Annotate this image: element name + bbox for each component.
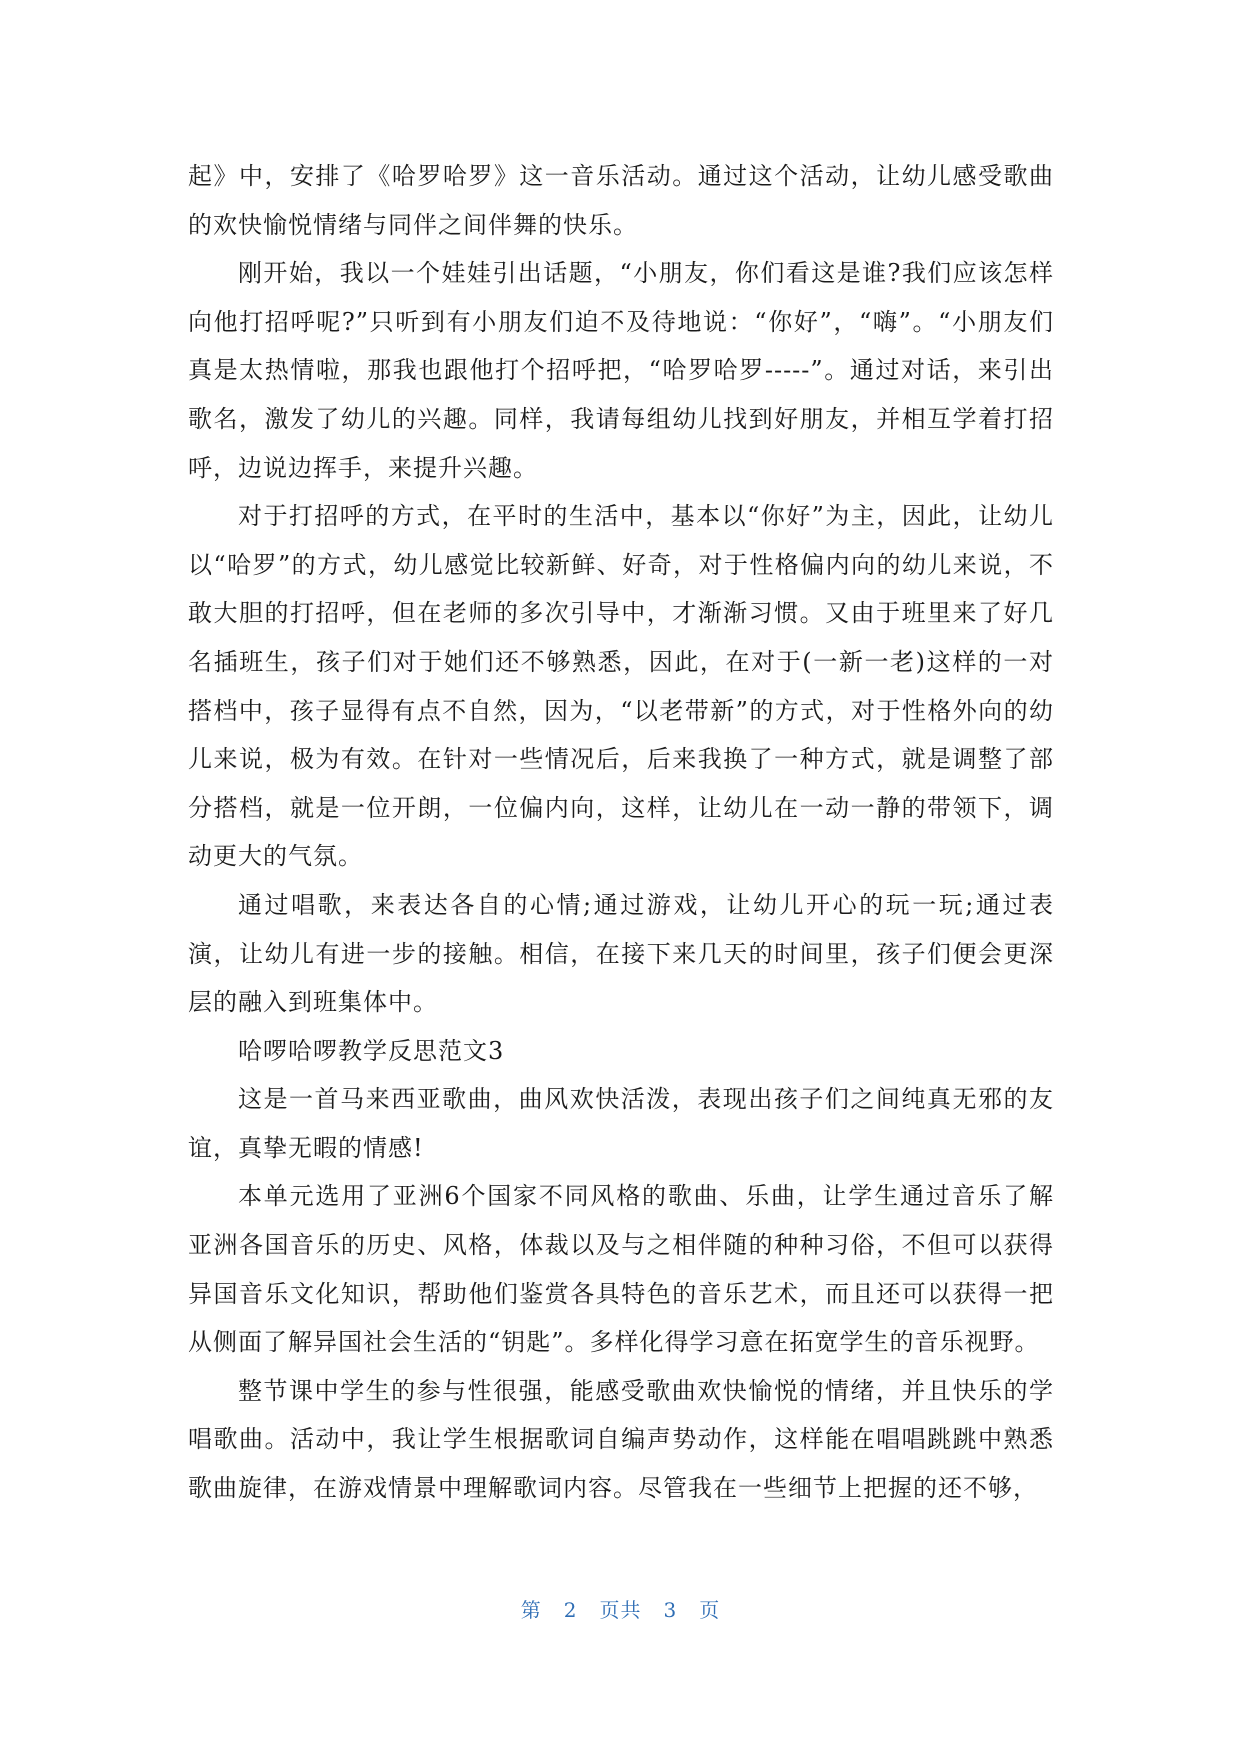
paragraph-5: 这是一首马来西亚歌曲，曲风欢快活泼，表现出孩子们之间纯真无邪的友谊，真挚无暇的情感! [188, 1085, 1054, 1162]
footer-suffix: 页 [699, 1598, 721, 1622]
page-footer [0, 1594, 1241, 1623]
paragraph-1: 起》中，安排了《哈罗哈罗》这一音乐活动。通过这个活动，让幼儿感受歌曲的欢快愉悦情绪与同伴之间伴舞的快乐。 [188, 162, 1054, 239]
footer-current-page: 2 [563, 1598, 578, 1622]
footer-total-pages: 3 [663, 1598, 678, 1622]
footer-middle: 页共 [599, 1598, 642, 1622]
document-body [188, 152, 1054, 1513]
section-heading: 哈啰哈啰教学反思范文3 [238, 1036, 505, 1065]
paragraph-2: 刚开始，我以一个娃娃引出话题，“小朋友，你们看这是谁?我们应该怎样向他打招呼呢?”只听到有小朋友们迫不及待地说：“你好”，“嗨”。“小朋友们真是太热情啦，那我也跟他打个招呼把，“哈罗哈罗-----”。通过对话，来引出歌名，激发了幼儿的兴趣。同样，我请每组幼儿找到好朋友，并相互学着打招呼，边说边挥手，来提升兴趣。 [188, 259, 1054, 482]
paragraph-4: 通过唱歌，来表达各自的心情;通过游戏，让幼儿开心的玩一玩;通过表演，让幼儿有进一步的接触。相信，在接下来几天的时间里，孩子们便会更深层的融入到班集体中。 [188, 890, 1054, 1017]
paragraph-6: 本单元选用了亚洲6个国家不同风格的歌曲、乐曲，让学生通过音乐了解亚洲各国音乐的历史、风格，体裁以及与之相伴随的种种习俗，不但可以获得异国音乐文化知识，帮助他们鉴赏各具特色的音乐艺术，而且还可以获得一把从侧面了解异国社会生活的“钥匙”。多样化得学习意在拓宽学生的音乐视野。 [188, 1182, 1054, 1357]
paragraph-7: 整节课中学生的参与性很强，能感受歌曲欢快愉悦的情绪，并且快乐的学唱歌曲。活动中，我让学生根据歌词自编声势动作，这样能在唱唱跳跳中熟悉歌曲旋律，在游戏情景中理解歌词内容。尽管我在一些细节上把握的还不够， [188, 1376, 1054, 1503]
footer-prefix: 第 [520, 1598, 542, 1622]
paragraph-3: 对于打招呼的方式，在平时的生活中，基本以“你好”为主，因此，让幼儿以“哈罗”的方式，幼儿感觉比较新鲜、好奇，对于性格偏内向的幼儿来说，不敢大胆的打招呼，但在老师的多次引导中，才渐渐习惯。又由于班里来了好几名插班生，孩子们对于她们还不够熟悉，因此，在对于(一新一老)这样的一对搭档中，孩子显得有点不自然，因为，“以老带新”的方式，对于性格外向的幼儿来说，极为有效。在针对一些情况后，后来我换了一种方式，就是调整了部分搭档，就是一位开朗，一位偏内向，这样，让幼儿在一动一静的带领下，调动更大的气氛。 [188, 502, 1054, 871]
